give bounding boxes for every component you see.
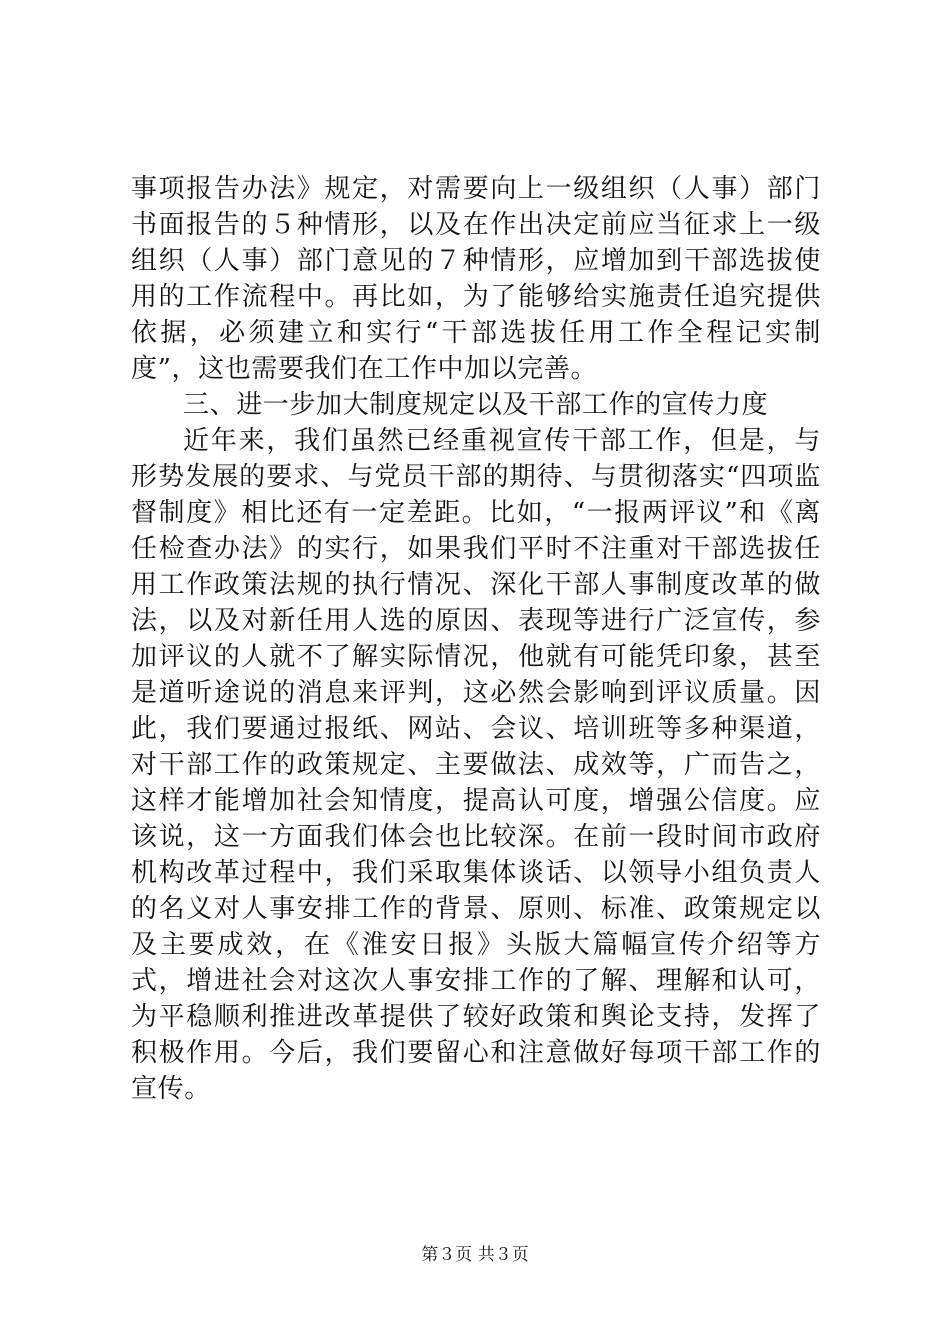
page-footer	[0, 1244, 950, 1266]
paragraph-body: 近年来，我们虽然已经重视宣传干部工作，但是，与形势发展的要求、与党员干部的期待、与贯彻落实“四项监督制度》相比还有一定差距。比如，“一报两评议”和《离任检查办法》的实行，如果我们平时不注重对干部选拔任用工作政策法规的执行情况、深化干部人事制度改革的做法，以及对新任用人选的原因、表现等进行广泛宣传，参加评议的人就不了解实际情况，他就有可能凭印象，甚至是道听途说的消息来评判，这必然会影响到评议质量。因此，我们要通过报纸、网站、会议、培训班等多种渠道，对干部工作的政策规定、主要做法、成效等，广而告之，这样才能增加社会知情度，提高认可度，增强公信度。应该说，这一方面我们体会也比较深。在前一段时间市政府机构改革过程中，我们采取集体谈话、以领导小组负责人的名义对人事安排工作的背景、原则、标准、政策规定以及主要成效，在《淮安日报》头版大篇幅宣传介绍等方式，增进社会对这次人事安排工作的了解、理解和认可，为平稳顺利推进改革提供了较好政策和舆论支持，发挥了积极作用。今后，我们要留心和注意做好每项干部工作的宣传。	[131, 426, 821, 1104]
page-number: 第３页	[421, 1245, 473, 1265]
document-body	[131, 171, 821, 1107]
section-heading: 三、进一步加大制度规定以及干部工作的宣传力度	[183, 390, 769, 420]
paragraph-continuation: 事项报告办法》规定，对需要向上一级组织（人事）部门书面报告的５种情形，以及在作出决定前应当征求上一级组织（人事）部门意见的７种情形，应增加到干部选拔使用的工作流程中。再比如，为了能够给实施责任追究提供依据，必须建立和实行“干部选拔任用工作全程记实制度”，这也需要我们在工作中加以完善。	[131, 174, 821, 384]
page-total: 共３页	[477, 1245, 529, 1265]
